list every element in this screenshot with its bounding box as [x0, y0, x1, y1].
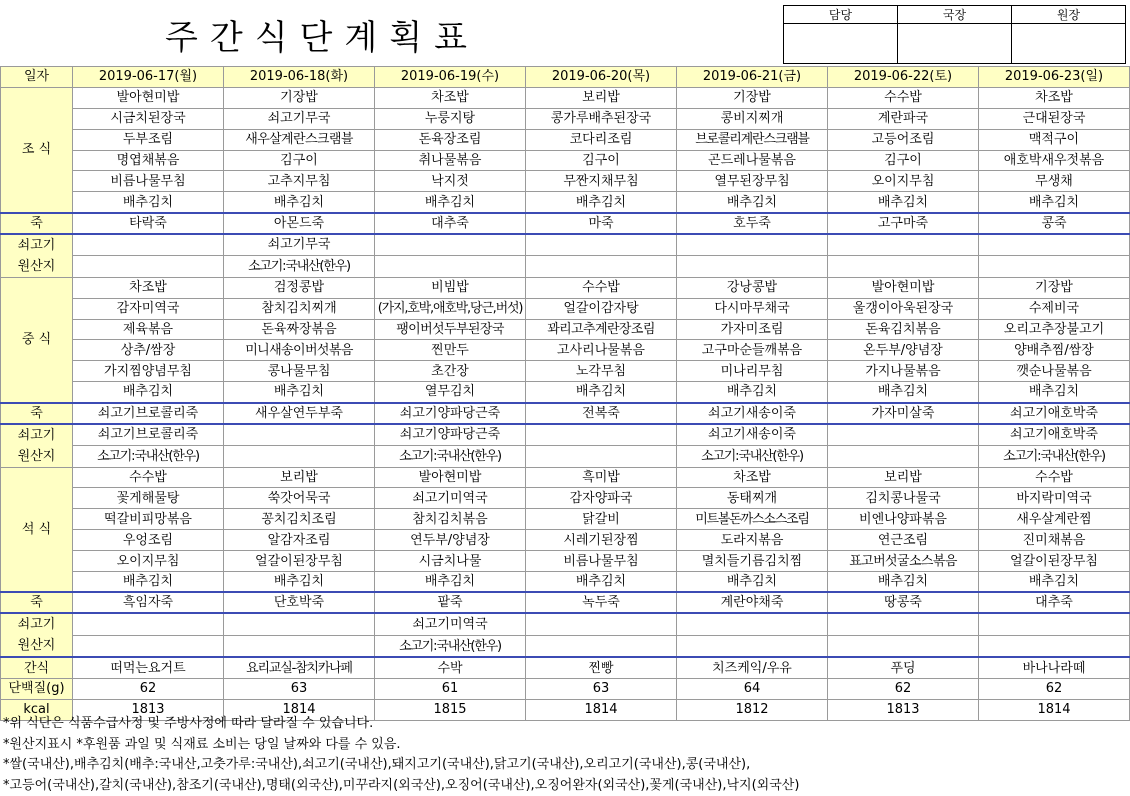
- breakfast-menu-cell[interactable]: 차조밥: [979, 87, 1130, 108]
- beef-origin-cell[interactable]: [828, 424, 979, 446]
- beef-origin-cell[interactable]: 소고기:국내산(한우): [224, 255, 375, 277]
- dinner-menu-cell[interactable]: 시레기된장찜: [526, 530, 677, 551]
- dinner-beef-row: [1, 635, 1130, 657]
- breakfast-menu-cell[interactable]: 명엽채볶음: [73, 150, 224, 171]
- date-header: 2019-06-17(월): [73, 67, 224, 88]
- breakfast-menu-cell[interactable]: 근대된장국: [979, 108, 1130, 129]
- breakfast-menu-cell[interactable]: 배추김치: [828, 192, 979, 213]
- dinner-menu-cell[interactable]: 보리밥: [828, 467, 979, 488]
- dinner-menu-cell[interactable]: 쑥갓어묵국: [224, 488, 375, 509]
- dinner-row: [1, 488, 1130, 509]
- breakfast-menu-cell[interactable]: 새우살계란스크램블: [224, 129, 375, 150]
- lunch-menu-cell[interactable]: 양배추찜/쌈장: [979, 340, 1130, 361]
- beef-origin-cell[interactable]: 쇠고기브로콜리죽: [73, 424, 224, 446]
- lunch-row: [1, 340, 1130, 361]
- lunch-menu-cell[interactable]: 얼갈이감자탕: [526, 298, 677, 319]
- beef-origin-cell[interactable]: [375, 255, 526, 277]
- breakfast-beef-row: [1, 255, 1130, 277]
- lunch-menu-cell[interactable]: 찐만두: [375, 340, 526, 361]
- lunch-menu-cell[interactable]: 가지찜양념무침: [73, 361, 224, 382]
- porridge-cell[interactable]: 녹두죽: [526, 592, 677, 613]
- beef-origin-cell[interactable]: [677, 255, 828, 277]
- dinner-menu-cell[interactable]: 흑미밥: [526, 467, 677, 488]
- lunch-menu-cell[interactable]: 배추김치: [979, 382, 1130, 403]
- breakfast-menu-cell[interactable]: 배추김치: [677, 192, 828, 213]
- dinner-menu-cell[interactable]: 시금치나물: [375, 551, 526, 572]
- lunch-menu-cell[interactable]: 감자미역국: [73, 298, 224, 319]
- snack-cell[interactable]: 요리교실-참치카나페: [224, 657, 375, 678]
- breakfast-menu-cell[interactable]: 보리밥: [526, 87, 677, 108]
- breakfast-menu-cell[interactable]: 김구이: [224, 150, 375, 171]
- porridge-label: 죽: [1, 592, 73, 613]
- porridge-cell[interactable]: 새우살연두부죽: [224, 403, 375, 424]
- lunch-beef-row: [1, 445, 1130, 467]
- porridge-cell[interactable]: 마죽: [526, 213, 677, 234]
- kcal-cell[interactable]: 1814: [224, 699, 375, 720]
- lunch-menu-cell[interactable]: 콩나물무침: [224, 361, 375, 382]
- breakfast-menu-cell[interactable]: 계란파국: [828, 108, 979, 129]
- dinner-row: [1, 467, 1130, 488]
- dinner-label: 석 식: [1, 467, 73, 592]
- lunch-menu-cell[interactable]: (가지,호박,애호박,당근,버섯): [375, 298, 526, 319]
- lunch-menu-cell[interactable]: 차조밥: [73, 277, 224, 298]
- lunch-menu-cell[interactable]: 검정콩밥: [224, 277, 375, 298]
- breakfast-menu-cell[interactable]: 애호박새우젓볶음: [979, 150, 1130, 171]
- snack-cell[interactable]: 찐빵: [526, 657, 677, 678]
- approval-sign-cell[interactable]: [1012, 24, 1126, 64]
- beef-origin-cell[interactable]: [375, 234, 526, 256]
- lunch-row: [1, 298, 1130, 319]
- dinner-row: [1, 509, 1130, 530]
- dinner-row: [1, 551, 1130, 572]
- dinner-menu-cell[interactable]: 우엉조림: [73, 530, 224, 551]
- lunch-row: [1, 319, 1130, 340]
- date-header: 2019-06-18(화): [224, 67, 375, 88]
- beef-origin-cell[interactable]: 소고기:국내산(한우): [375, 445, 526, 467]
- note-line: *원산지표시 *후원품 과일 및 식재료 소비는 당일 날짜와 다를 수 있음.: [3, 736, 401, 752]
- lunch-menu-cell[interactable]: 팽이버섯두부된장국: [375, 319, 526, 340]
- porridge-cell[interactable]: 팥죽: [375, 592, 526, 613]
- porridge-cell[interactable]: 땅콩죽: [828, 592, 979, 613]
- lunch-menu-cell[interactable]: 기장밥: [979, 277, 1130, 298]
- dinner-row: [1, 572, 1130, 593]
- lunch-menu-cell[interactable]: 고구마순들깨볶음: [677, 340, 828, 361]
- snack-row: [1, 657, 1130, 678]
- breakfast-menu-cell[interactable]: 콩비지찌개: [677, 108, 828, 129]
- breakfast-row: [1, 150, 1130, 171]
- snack-cell[interactable]: 치즈케익/우유: [677, 657, 828, 678]
- kcal-cell[interactable]: 1814: [979, 699, 1130, 720]
- breakfast-menu-cell[interactable]: 김구이: [526, 150, 677, 171]
- lunch-menu-cell[interactable]: 고사리나물볶음: [526, 340, 677, 361]
- lunch-menu-cell[interactable]: 수수밥: [526, 277, 677, 298]
- dinner-menu-cell[interactable]: 배추김치: [979, 572, 1130, 593]
- breakfast-menu-cell[interactable]: 취나물볶음: [375, 150, 526, 171]
- porridge-cell[interactable]: 대추죽: [979, 592, 1130, 613]
- lunch-menu-cell[interactable]: 오리고추장불고기: [979, 319, 1130, 340]
- lunch-menu-cell[interactable]: 꽈리고추계란장조림: [526, 319, 677, 340]
- breakfast-menu-cell[interactable]: 고등어조림: [828, 129, 979, 150]
- beef-origin-cell[interactable]: [224, 424, 375, 446]
- dinner-menu-cell[interactable]: 꽃게해물탕: [73, 488, 224, 509]
- porridge-cell[interactable]: 단호박죽: [224, 592, 375, 613]
- breakfast-beef-row: [1, 234, 1130, 256]
- lunch-row: [1, 382, 1130, 403]
- beef-origin-cell[interactable]: 소고기:국내산(한우): [677, 445, 828, 467]
- beef-origin-cell[interactable]: [526, 234, 677, 256]
- note-line: *위 식단은 식품수급사정 및 주방사정에 따라 달라질 수 있습니다.: [3, 716, 374, 731]
- lunch-row: [1, 361, 1130, 382]
- lunch-menu-cell[interactable]: 배추김치: [224, 382, 375, 403]
- lunch-menu-cell[interactable]: 미니새송이버섯볶음: [224, 340, 375, 361]
- approval-director: 국장: [898, 6, 1012, 24]
- breakfast-menu-cell[interactable]: 배추김치: [224, 192, 375, 213]
- beef-origin-cell[interactable]: [526, 613, 677, 635]
- breakfast-menu-cell[interactable]: 두부조림: [73, 129, 224, 150]
- lunch-menu-cell[interactable]: 온두부/양념장: [828, 340, 979, 361]
- breakfast-menu-cell[interactable]: 고추지무침: [224, 171, 375, 192]
- breakfast-menu-cell[interactable]: 쇠고기무국: [224, 108, 375, 129]
- beef-origin-cell[interactable]: [828, 613, 979, 635]
- dinner-menu-cell[interactable]: 알감자조림: [224, 530, 375, 551]
- page-title: 주간식단계획표: [165, 18, 479, 58]
- dinner-menu-cell[interactable]: 배추김치: [677, 572, 828, 593]
- dinner-menu-cell[interactable]: 닭갈비: [526, 509, 677, 530]
- porridge-cell[interactable]: 계란야채죽: [677, 592, 828, 613]
- breakfast-menu-cell[interactable]: 배추김치: [979, 192, 1130, 213]
- kcal-cell[interactable]: 1813: [828, 699, 979, 720]
- porridge-cell[interactable]: 아몬드죽: [224, 213, 375, 234]
- breakfast-menu-cell[interactable]: 곤드레나물볶음: [677, 150, 828, 171]
- beef-origin-label: [1, 613, 73, 657]
- breakfast-porridge-row: [1, 213, 1130, 234]
- notes: [0, 714, 1130, 796]
- dinner-row: [1, 530, 1130, 551]
- porridge-cell[interactable]: 전복죽: [526, 403, 677, 424]
- breakfast-menu-cell[interactable]: 배추김치: [73, 192, 224, 213]
- breakfast-menu-cell[interactable]: 기장밥: [224, 87, 375, 108]
- snack-cell[interactable]: 바나나라떼: [979, 657, 1130, 678]
- dinner-menu-cell[interactable]: 배추김치: [828, 572, 979, 593]
- approval-box: [783, 5, 1126, 64]
- beef-origin-cell[interactable]: [73, 613, 224, 635]
- beef-origin-cell[interactable]: [828, 234, 979, 256]
- breakfast-label: 조 식: [1, 87, 73, 212]
- lunch-menu-cell[interactable]: 수제비국: [979, 298, 1130, 319]
- breakfast-menu-cell[interactable]: 콩가루배추된장국: [526, 108, 677, 129]
- snack-cell[interactable]: 떠먹는요거트: [73, 657, 224, 678]
- approval-sign-cell[interactable]: [898, 24, 1012, 64]
- dinner-menu-cell[interactable]: 비름나물무침: [526, 551, 677, 572]
- porridge-cell[interactable]: 쇠고기새송이죽: [677, 403, 828, 424]
- dinner-menu-cell[interactable]: 보리밥: [224, 467, 375, 488]
- dinner-menu-cell[interactable]: 연근조림: [828, 530, 979, 551]
- dinner-menu-cell[interactable]: 동태찌개: [677, 488, 828, 509]
- date-header: 2019-06-23(일): [979, 67, 1130, 88]
- breakfast-menu-cell[interactable]: 수수밥: [828, 87, 979, 108]
- kcal-cell[interactable]: 1812: [677, 699, 828, 720]
- lunch-menu-cell[interactable]: 참치김치찌개: [224, 298, 375, 319]
- beef-origin-cell[interactable]: 쇠고기양파당근죽: [375, 424, 526, 446]
- beef-origin-label: [1, 424, 73, 468]
- breakfast-menu-cell[interactable]: 오이지무침: [828, 171, 979, 192]
- dinner-menu-cell[interactable]: 비엔나양파볶음: [828, 509, 979, 530]
- dinner-menu-cell[interactable]: 쇠고기미역국: [375, 488, 526, 509]
- dinner-menu-cell[interactable]: 떡갈비피망볶음: [73, 509, 224, 530]
- breakfast-menu-cell[interactable]: 김구이: [828, 150, 979, 171]
- beef-origin-cell[interactable]: [224, 613, 375, 635]
- breakfast-menu-cell[interactable]: 무짠지채무침: [526, 171, 677, 192]
- dinner-menu-cell[interactable]: 배추김치: [224, 572, 375, 593]
- dinner-porridge-row: [1, 592, 1130, 613]
- porridge-cell[interactable]: 호두죽: [677, 213, 828, 234]
- dinner-menu-cell[interactable]: 발아현미밥: [375, 467, 526, 488]
- beef-origin-cell[interactable]: [73, 635, 224, 657]
- protein-cell[interactable]: 64: [677, 678, 828, 699]
- protein-cell[interactable]: 62: [73, 678, 224, 699]
- date-header: 2019-06-20(목): [526, 67, 677, 88]
- lunch-menu-cell[interactable]: 가자미조림: [677, 319, 828, 340]
- porridge-cell[interactable]: 타락죽: [73, 213, 224, 234]
- dinner-menu-cell[interactable]: 새우살계란찜: [979, 509, 1130, 530]
- breakfast-menu-cell[interactable]: 코다리조림: [526, 129, 677, 150]
- lunch-menu-cell[interactable]: 돈육짜장볶음: [224, 319, 375, 340]
- approval-head: 원장: [1012, 6, 1126, 24]
- date-header: 2019-06-21(금): [677, 67, 828, 88]
- lunch-menu-cell[interactable]: 미나리무침: [677, 361, 828, 382]
- dinner-beef-row: [1, 613, 1130, 635]
- dinner-menu-cell[interactable]: 멸치들기름김치찜: [677, 551, 828, 572]
- beef-origin-cell[interactable]: [224, 635, 375, 657]
- breakfast-row: [1, 192, 1130, 213]
- dinner-menu-cell[interactable]: 참치김치볶음: [375, 509, 526, 530]
- beef-origin-cell[interactable]: [828, 445, 979, 467]
- beef-origin-cell[interactable]: [526, 255, 677, 277]
- breakfast-menu-cell[interactable]: 기장밥: [677, 87, 828, 108]
- breakfast-menu-cell[interactable]: 발아현미밥: [73, 87, 224, 108]
- lunch-menu-cell[interactable]: 상추/쌈장: [73, 340, 224, 361]
- date-header: 2019-06-19(수): [375, 67, 526, 88]
- dinner-menu-cell[interactable]: 배추김치: [73, 572, 224, 593]
- kcal-label: kcal: [1, 699, 73, 720]
- protein-cell[interactable]: 62: [979, 678, 1130, 699]
- dinner-menu-cell[interactable]: 얼갈이된장무침: [979, 551, 1130, 572]
- beef-origin-cell[interactable]: [828, 255, 979, 277]
- dinner-menu-cell[interactable]: 수수밥: [979, 467, 1130, 488]
- snack-label: 간식: [1, 657, 73, 678]
- dinner-menu-cell[interactable]: 꽁치김치조림: [224, 509, 375, 530]
- porridge-cell[interactable]: 고구마죽: [828, 213, 979, 234]
- breakfast-menu-cell[interactable]: 누룽지탕: [375, 108, 526, 129]
- lunch-menu-cell[interactable]: 배추김치: [828, 382, 979, 403]
- beef-origin-cell[interactable]: [979, 635, 1130, 657]
- approval-sign-cell[interactable]: [784, 24, 898, 64]
- snack-cell[interactable]: 수박: [375, 657, 526, 678]
- snack-cell[interactable]: 푸딩: [828, 657, 979, 678]
- date-header: 2019-06-22(토): [828, 67, 979, 88]
- origin-label: 원산지: [17, 448, 56, 464]
- origin-label: 원산지: [17, 258, 56, 274]
- lunch-menu-cell[interactable]: 초간장: [375, 361, 526, 382]
- lunch-menu-cell[interactable]: 배추김치: [526, 382, 677, 403]
- porridge-label: 죽: [1, 403, 73, 424]
- lunch-menu-cell[interactable]: 배추김치: [73, 382, 224, 403]
- porridge-cell[interactable]: 쇠고기브로콜리죽: [73, 403, 224, 424]
- breakfast-menu-cell[interactable]: 열무된장무침: [677, 171, 828, 192]
- dinner-menu-cell[interactable]: 진미채볶음: [979, 530, 1130, 551]
- header-row: [1, 67, 1130, 88]
- breakfast-row: [1, 108, 1130, 129]
- breakfast-menu-cell[interactable]: 차조밥: [375, 87, 526, 108]
- lunch-beef-row: [1, 424, 1130, 446]
- lunch-menu-cell[interactable]: 배추김치: [677, 382, 828, 403]
- lunch-menu-cell[interactable]: 돈육김치볶음: [828, 319, 979, 340]
- breakfast-menu-cell[interactable]: 돈육장조림: [375, 129, 526, 150]
- lunch-menu-cell[interactable]: 열무김치: [375, 382, 526, 403]
- beef-origin-cell[interactable]: [677, 613, 828, 635]
- porridge-cell[interactable]: 쇠고기애호박죽: [979, 403, 1130, 424]
- dinner-menu-cell[interactable]: 표고버섯굴소스볶음: [828, 551, 979, 572]
- dinner-menu-cell[interactable]: 도라지볶음: [677, 530, 828, 551]
- dinner-menu-cell[interactable]: 얼갈이된장무침: [224, 551, 375, 572]
- breakfast-menu-cell[interactable]: 비름나물무침: [73, 171, 224, 192]
- beef-origin-cell[interactable]: 소고기:국내산(한우): [73, 445, 224, 467]
- kcal-cell[interactable]: 1814: [526, 699, 677, 720]
- lunch-menu-cell[interactable]: 가지나물볶음: [828, 361, 979, 382]
- beef-origin-cell[interactable]: 쇠고기미역국: [375, 613, 526, 635]
- kcal-cell[interactable]: 1813: [73, 699, 224, 720]
- beef-origin-cell[interactable]: [677, 234, 828, 256]
- breakfast-menu-cell[interactable]: 무생채: [979, 171, 1130, 192]
- breakfast-row: [1, 87, 1130, 108]
- breakfast-menu-cell[interactable]: 맥적구이: [979, 129, 1130, 150]
- origin-label: 원산지: [17, 638, 56, 654]
- lunch-menu-cell[interactable]: 노각무침: [526, 361, 677, 382]
- beef-origin-cell[interactable]: [526, 635, 677, 657]
- beef-origin-cell[interactable]: 쇠고기새송이죽: [677, 424, 828, 446]
- porridge-cell[interactable]: 흑임자죽: [73, 592, 224, 613]
- breakfast-menu-cell[interactable]: 브로콜리계란스크램블: [677, 129, 828, 150]
- note-line: *고등어(국내산),갈치(국내산),참조기(국내산),명태(외국산),미꾸라지(외국산),오징어(국내산),오징어완자(외국산),꽃게(국내산),낙지(외국산): [3, 777, 800, 793]
- title-area: [0, 0, 1130, 66]
- breakfast-menu-cell[interactable]: 낙지젓: [375, 171, 526, 192]
- beef-origin-cell[interactable]: [677, 635, 828, 657]
- beef-origin-cell[interactable]: [224, 445, 375, 467]
- beef-origin-cell[interactable]: [979, 255, 1130, 277]
- breakfast-row: [1, 171, 1130, 192]
- protein-cell[interactable]: 62: [828, 678, 979, 699]
- beef-origin-cell[interactable]: [828, 635, 979, 657]
- porridge-cell[interactable]: 콩죽: [979, 213, 1130, 234]
- lunch-menu-cell[interactable]: 울갱이아욱된장국: [828, 298, 979, 319]
- beef-origin-cell[interactable]: 소고기:국내산(한우): [979, 445, 1130, 467]
- lunch-row: [1, 277, 1130, 298]
- beef-origin-cell[interactable]: [979, 613, 1130, 635]
- beef-label: 쇠고기: [17, 237, 56, 253]
- dinner-menu-cell[interactable]: 배추김치: [375, 572, 526, 593]
- protein-cell[interactable]: 63: [224, 678, 375, 699]
- breakfast-row: [1, 129, 1130, 150]
- date-label: 일자: [1, 67, 73, 88]
- lunch-menu-cell[interactable]: 강낭콩밥: [677, 277, 828, 298]
- lunch-menu-cell[interactable]: 깻순나물볶음: [979, 361, 1130, 382]
- protein-cell[interactable]: 61: [375, 678, 526, 699]
- dinner-menu-cell[interactable]: 수수밥: [73, 467, 224, 488]
- porridge-label: 죽: [1, 213, 73, 234]
- beef-origin-cell[interactable]: 쇠고기애호박죽: [979, 424, 1130, 446]
- lunch-porridge-row: [1, 403, 1130, 424]
- dinner-menu-cell[interactable]: 오이지무침: [73, 551, 224, 572]
- breakfast-menu-cell[interactable]: 시금치된장국: [73, 108, 224, 129]
- beef-origin-label: [1, 234, 73, 278]
- porridge-cell[interactable]: 쇠고기양파당근죽: [375, 403, 526, 424]
- beef-origin-cell[interactable]: [526, 445, 677, 467]
- beef-origin-cell[interactable]: 쇠고기무국: [224, 234, 375, 256]
- lunch-menu-cell[interactable]: 발아현미밥: [828, 277, 979, 298]
- approval-staff: 담당: [784, 6, 898, 24]
- protein-cell[interactable]: 63: [526, 678, 677, 699]
- dinner-menu-cell[interactable]: 바지락미역국: [979, 488, 1130, 509]
- dinner-menu-cell[interactable]: 연두부/양념장: [375, 530, 526, 551]
- beef-label: 쇠고기: [17, 427, 56, 443]
- lunch-label: 중 식: [1, 277, 73, 402]
- meal-plan-table: [0, 66, 1130, 721]
- beef-label: 쇠고기: [17, 617, 56, 633]
- lunch-menu-cell[interactable]: 다시마무채국: [677, 298, 828, 319]
- dinner-menu-cell[interactable]: 차조밥: [677, 467, 828, 488]
- porridge-cell[interactable]: 대추죽: [375, 213, 526, 234]
- lunch-menu-cell[interactable]: 비빔밥: [375, 277, 526, 298]
- porridge-cell[interactable]: 가자미살죽: [828, 403, 979, 424]
- lunch-menu-cell[interactable]: 제육볶음: [73, 319, 224, 340]
- beef-origin-cell[interactable]: [526, 424, 677, 446]
- breakfast-menu-cell[interactable]: 배추김치: [375, 192, 526, 213]
- dinner-menu-cell[interactable]: 배추김치: [526, 572, 677, 593]
- protein-row: [1, 678, 1130, 699]
- beef-origin-cell[interactable]: [73, 255, 224, 277]
- breakfast-menu-cell[interactable]: 배추김치: [526, 192, 677, 213]
- dinner-menu-cell[interactable]: 감자양파국: [526, 488, 677, 509]
- dinner-menu-cell[interactable]: 김치콩나물국: [828, 488, 979, 509]
- protein-label: 단백질(g): [1, 678, 73, 699]
- beef-origin-cell[interactable]: 소고기:국내산(한우): [375, 635, 526, 657]
- dinner-menu-cell[interactable]: 미트볼돈까스소스조림: [677, 509, 828, 530]
- note-line: *쌀(국내산),배추김치(배추:국내산,고춧가루:국내산),쇠고기(국내산),돼지고기(국내산),닭고기(국내산),오리고기(국내산),콩(국내산),: [3, 757, 751, 772]
- kcal-cell[interactable]: 1815: [375, 699, 526, 720]
- beef-origin-cell[interactable]: [979, 234, 1130, 256]
- beef-origin-cell[interactable]: [73, 234, 224, 256]
